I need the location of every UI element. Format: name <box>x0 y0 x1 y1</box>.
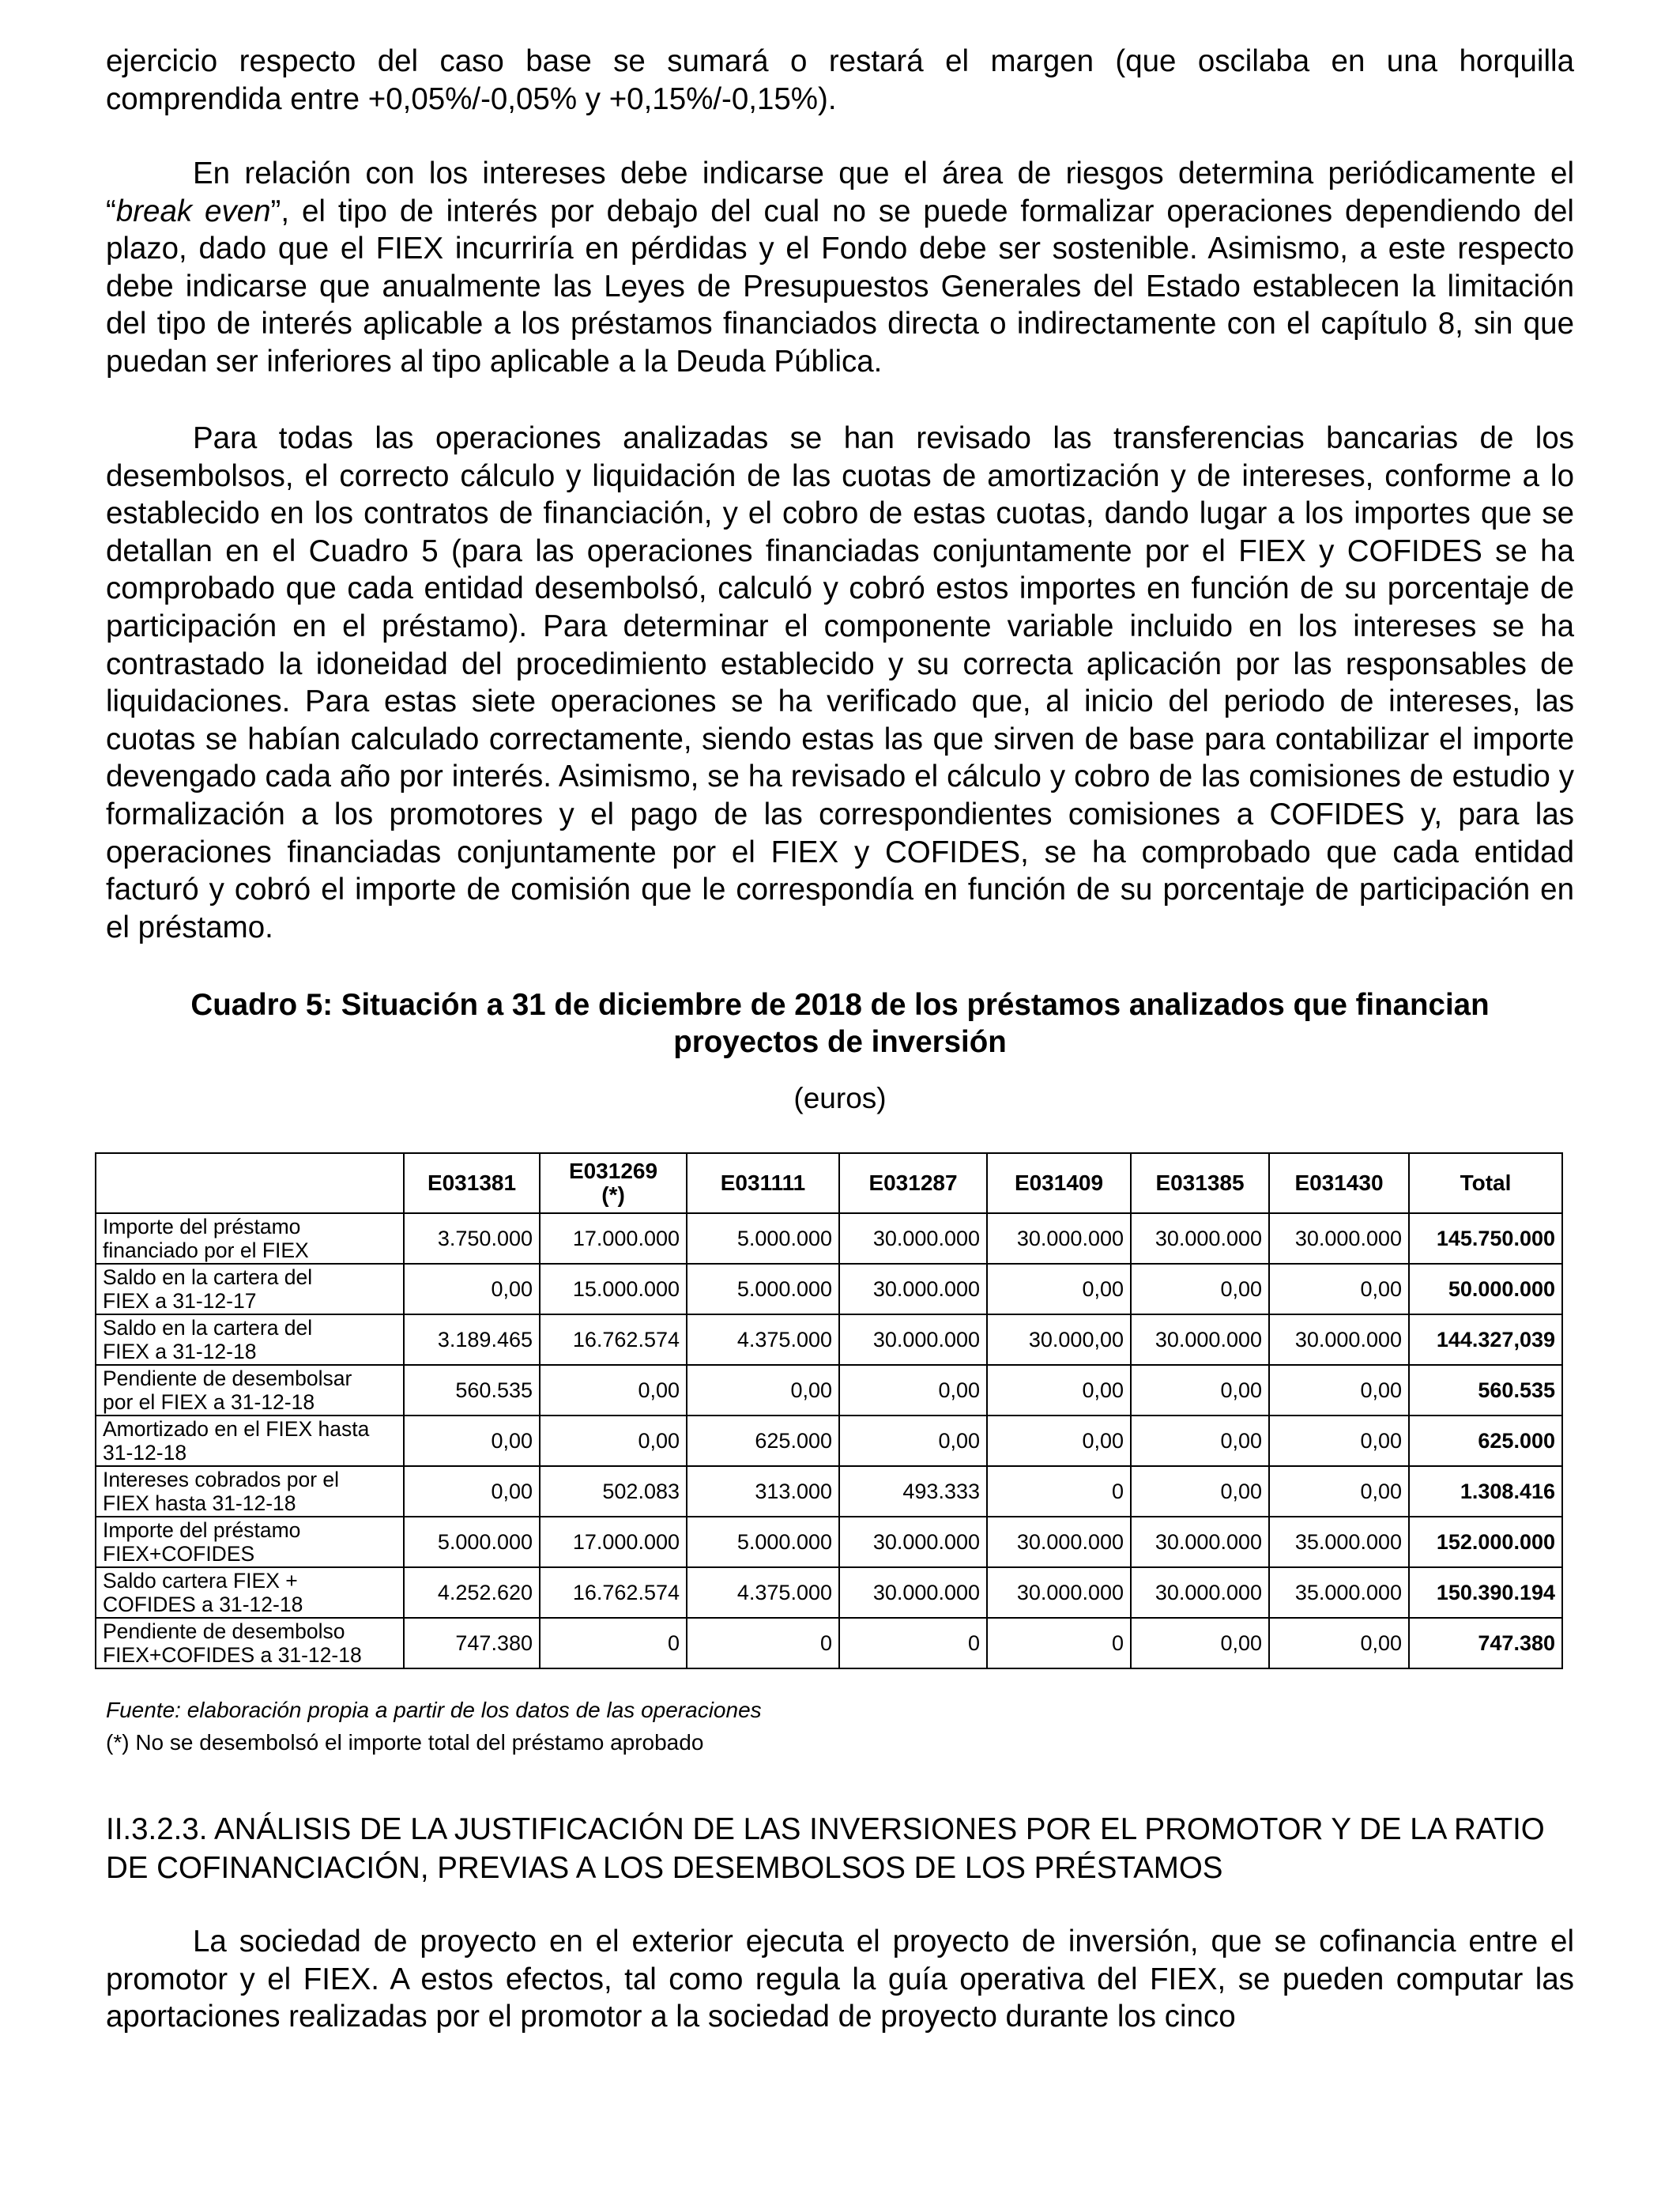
value-cell: 0,00 <box>404 1416 540 1466</box>
value-cell: 30.000.000 <box>839 1517 987 1567</box>
value-cell: 0,00 <box>987 1365 1131 1416</box>
value-cell: 0,00 <box>1131 1618 1269 1668</box>
value-cell: 4.375.000 <box>687 1567 839 1618</box>
value-cell: 502.083 <box>540 1466 687 1517</box>
table-caption-line-1: Cuadro 5: Situación a 31 de diciembre de 2018 de los préstamos analizados que financian <box>190 988 1490 1022</box>
table-units: (euros) <box>793 1082 887 1114</box>
table-caption <box>95 986 1585 1061</box>
value-cell: 30.000.000 <box>1269 1314 1409 1365</box>
value-cell: 35.000.000 <box>1269 1517 1409 1567</box>
value-cell: 0,00 <box>839 1416 987 1466</box>
value-cell: 30.000.000 <box>987 1213 1131 1264</box>
value-cell: 30.000.000 <box>1131 1314 1269 1365</box>
value-cell: 747.380 <box>404 1618 540 1668</box>
header-blank-cell <box>96 1153 404 1213</box>
value-cell: 17.000.000 <box>540 1517 687 1567</box>
value-cell: 0,00 <box>1269 1466 1409 1517</box>
total-cell: 144.327,039 <box>1409 1314 1562 1365</box>
loans-table <box>95 1152 1563 1669</box>
value-cell: 3.189.465 <box>404 1314 540 1365</box>
value-cell: 17.000.000 <box>540 1213 687 1264</box>
value-cell: 3.750.000 <box>404 1213 540 1264</box>
value-cell: 560.535 <box>404 1365 540 1416</box>
value-cell: 30.000.000 <box>987 1567 1131 1618</box>
column-header: E031287 <box>839 1153 987 1213</box>
table-row <box>96 1567 1562 1618</box>
row-label: Saldo cartera FIEX + COFIDES a 31-12-18 <box>96 1567 404 1618</box>
value-cell: 0 <box>540 1618 687 1668</box>
total-cell: 50.000.000 <box>1409 1264 1562 1314</box>
value-cell: 16.762.574 <box>540 1567 687 1618</box>
value-cell: 0,00 <box>1131 1264 1269 1314</box>
value-cell: 30.000.000 <box>1131 1517 1269 1567</box>
value-cell: 0,00 <box>540 1365 687 1416</box>
paragraph-operaciones: Para todas las operaciones analizadas se han revisado las transferencias bancarias de los desembolsos, el correcto cálculo y liquidación de las cuotas de amortización y de intereses, conforme a lo establecido en los contratos de financiación, y el cobro de estas cuotas, dando lugar a los importes que se detallan en el Cuadro 5 (para las operaciones financiadas conjuntamente por el FIEX y COFIDES se ha comprobado que cada entidad desembolsó, calculó y cobró estos importes en función de su porcentaje de participación en el préstamo). Para determinar el componente variable incluido en los intereses se ha contrastado la idoneidad del procedimiento establecido y su correcta aplicación por las responsables de liquidaciones. Para estas siete operaciones se ha verificado que, al inicio del periodo de intereses, las cuotas se habían calculado correctamente, siendo estas las que sirven de base para contabilizar el importe devengado cada año por interés. Asimismo, se ha revisado el cálculo y cobro de las comisiones de estudio y formalización a los promotores y el pago de las correspondientes comisiones a COFIDES y, para las operaciones financiadas conjuntamente por el FIEX y COFIDES, se ha comprobado que cada entidad facturó y cobró el importe de comisión que le correspondía en función de su porcentaje de participación en el préstamo. <box>106 421 1574 944</box>
paragraph-sociedad: La sociedad de proyecto en el exterior ejecuta el proyecto de inversión, que se cofinancia entre el promotor y el FIEX. A estos efectos, tal como regula la guía operativa del FIEX, se pueden computar las aportaciones realizadas por el promotor a la sociedad de proyecto durante los cinco <box>106 1924 1574 2034</box>
value-cell: 15.000.000 <box>540 1264 687 1314</box>
value-cell: 5.000.000 <box>687 1517 839 1567</box>
table-footnote: (*) No se desembolsó el importe total del préstamo aprobado <box>106 1730 704 1755</box>
total-cell: 625.000 <box>1409 1416 1562 1466</box>
row-label: Importe del préstamo financiado por el FIEX <box>96 1213 404 1264</box>
value-cell: 0,00 <box>404 1264 540 1314</box>
paragraph-intereses-start: En relación con los intereses debe indicarse que el área de riesgos determina periódicamente el “ <box>106 156 1574 228</box>
paragraph-intereses-rest: ”, el tipo de interés por debajo del cual no se puede formalizar operaciones dependiendo del plazo, dado que el FIEX incurriría en pérdidas y el Fondo debe ser sostenible. Asimismo, a este respecto debe indicarse que anualmente las Leyes de Presupuestos Generales del Estado establecen la limitación del tipo de interés aplicable a los préstamos financiados directa o indirectamente con el capítulo 8, sin que puedan ser inferiores al tipo aplicable a la Deuda Pública. <box>106 194 1574 379</box>
value-cell: 0,00 <box>687 1365 839 1416</box>
table-header-row <box>96 1153 1562 1213</box>
value-cell: 5.000.000 <box>687 1264 839 1314</box>
value-cell: 4.252.620 <box>404 1567 540 1618</box>
row-label: Saldo en la cartera del FIEX a 31-12-17 <box>96 1264 404 1314</box>
table-row <box>96 1365 1562 1416</box>
column-header: E031269 (*) <box>540 1153 687 1213</box>
paragraph-intereses <box>106 155 1574 381</box>
value-cell: 0,00 <box>540 1416 687 1466</box>
total-cell: 560.535 <box>1409 1365 1562 1416</box>
value-cell: 0,00 <box>987 1416 1131 1466</box>
value-cell: 0,00 <box>987 1264 1131 1314</box>
value-cell: 0,00 <box>1131 1416 1269 1466</box>
value-cell: 0,00 <box>1131 1466 1269 1517</box>
column-header: E031409 <box>987 1153 1131 1213</box>
table-row <box>96 1213 1562 1264</box>
value-cell: 0 <box>687 1618 839 1668</box>
value-cell: 0,00 <box>1269 1416 1409 1466</box>
value-cell: 5.000.000 <box>687 1213 839 1264</box>
table-caption-line-2: proyectos de inversión <box>673 1025 1007 1059</box>
table-row <box>96 1618 1562 1668</box>
row-label: Saldo en la cartera del FIEX a 31-12-18 <box>96 1314 404 1365</box>
value-cell: 4.375.000 <box>687 1314 839 1365</box>
value-cell: 5.000.000 <box>404 1517 540 1567</box>
value-cell: 313.000 <box>687 1466 839 1517</box>
value-cell: 30.000.000 <box>839 1213 987 1264</box>
total-cell: 747.380 <box>1409 1618 1562 1668</box>
intro-line-2: comprendida entre +0,05%/-0,05% y +0,15%/-0,15%). <box>106 81 837 116</box>
section-heading: II.3.2.3. ANÁLISIS DE LA JUSTIFICACIÓN DE LAS INVERSIONES POR EL PROMOTOR Y DE LA RATIO DE COFINANCIACIÓN, PREVIAS A LOS DESEMBOLSOS DE LOS PRÉSTAMOS <box>106 1812 1545 1885</box>
total-cell: 145.750.000 <box>1409 1213 1562 1264</box>
intro-line-1: ejercicio respecto del caso base se sumará o restará el margen (que oscilaba en una horquilla <box>106 44 1574 78</box>
value-cell: 0 <box>987 1618 1131 1668</box>
value-cell: 30.000.000 <box>839 1264 987 1314</box>
table-row <box>96 1264 1562 1314</box>
value-cell: 493.333 <box>839 1466 987 1517</box>
value-cell: 30.000.000 <box>1131 1213 1269 1264</box>
column-header: E031111 <box>687 1153 839 1213</box>
row-label: Importe del préstamo FIEX+COFIDES <box>96 1517 404 1567</box>
total-cell: 150.390.194 <box>1409 1567 1562 1618</box>
column-header-note: (*) <box>601 1182 625 1207</box>
value-cell: 0,00 <box>1269 1264 1409 1314</box>
row-label: Pendiente de desembolsar por el FIEX a 31-12-18 <box>96 1365 404 1416</box>
table-row <box>96 1416 1562 1466</box>
value-cell: 0 <box>839 1618 987 1668</box>
value-cell: 0 <box>987 1466 1131 1517</box>
total-cell: 152.000.000 <box>1409 1517 1562 1567</box>
value-cell: 30.000.000 <box>1131 1567 1269 1618</box>
row-label: Pendiente de desembolso FIEX+COFIDES a 31-12-18 <box>96 1618 404 1668</box>
column-header: E031381 <box>404 1153 540 1213</box>
value-cell: 0,00 <box>1269 1618 1409 1668</box>
column-header: E031430 <box>1269 1153 1409 1213</box>
value-cell: 30.000.000 <box>839 1314 987 1365</box>
intro-paragraph <box>106 43 1574 118</box>
row-label: Intereses cobrados por el FIEX hasta 31-12-18 <box>96 1466 404 1517</box>
table-row <box>96 1466 1562 1517</box>
row-label: Amortizado en el FIEX hasta 31-12-18 <box>96 1416 404 1466</box>
value-cell: 30.000.000 <box>839 1567 987 1618</box>
value-cell: 16.762.574 <box>540 1314 687 1365</box>
value-cell: 0,00 <box>1269 1365 1409 1416</box>
value-cell: 0,00 <box>1131 1365 1269 1416</box>
column-header-total: Total <box>1409 1153 1562 1213</box>
table-source: Fuente: elaboración propia a partir de los datos de las operaciones <box>106 1698 762 1722</box>
value-cell: 30.000.000 <box>1269 1213 1409 1264</box>
value-cell: 0,00 <box>404 1466 540 1517</box>
value-cell: 30.000,00 <box>987 1314 1131 1365</box>
value-cell: 0,00 <box>839 1365 987 1416</box>
value-cell: 625.000 <box>687 1416 839 1466</box>
value-cell: 30.000.000 <box>987 1517 1131 1567</box>
table-row <box>96 1314 1562 1365</box>
value-cell: 35.000.000 <box>1269 1567 1409 1618</box>
break-even-term: break even <box>115 194 271 228</box>
column-header: E031385 <box>1131 1153 1269 1213</box>
total-cell: 1.308.416 <box>1409 1466 1562 1517</box>
table-row <box>96 1517 1562 1567</box>
